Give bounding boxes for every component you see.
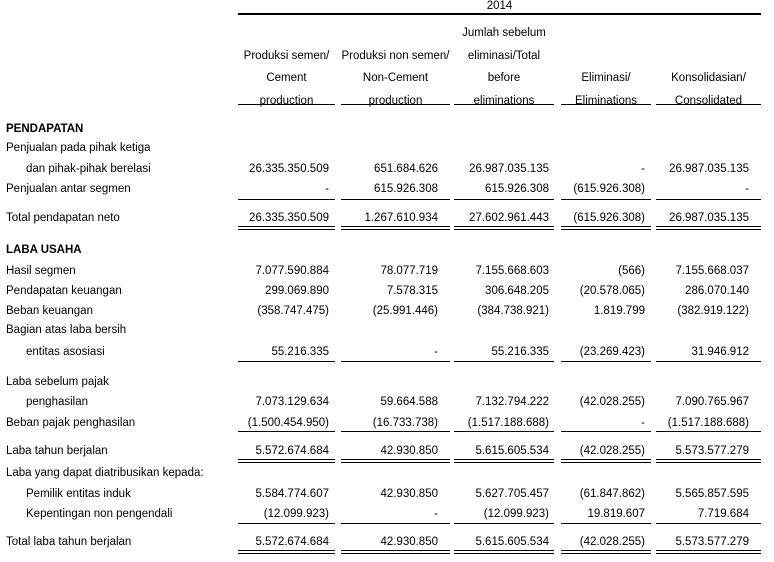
cell-value: 42.930.850: [380, 445, 438, 457]
row-label: Kepentingan non pengendali: [26, 508, 173, 520]
cell-value: 55.216.335: [271, 346, 329, 358]
column-header-eliminations: Eliminasi/ Eliminations: [575, 72, 637, 108]
table-row: [0, 465, 774, 481]
single-underline: [238, 199, 335, 200]
double-underline: [656, 553, 761, 554]
single-underline: [341, 523, 450, 524]
double-underline: [656, 226, 761, 227]
cell-value: 42.930.850: [380, 488, 438, 500]
double-underline: [561, 550, 651, 551]
column-header-consolidated: Konsolidasian/ Consolidated: [671, 72, 746, 108]
row-label: Laba sebelum pajak: [6, 376, 109, 388]
cell-value: 7.155.668.037: [675, 265, 749, 277]
row-label: LABA USAHA: [6, 244, 82, 256]
single-underline: [561, 199, 651, 200]
row-label: Pemilik entitas induk: [26, 488, 131, 500]
cell-value: 26.987.035.135: [669, 212, 749, 224]
cell-value: (384.738.921): [477, 305, 549, 317]
double-underline: [341, 226, 450, 227]
cell-value: 299.069.890: [265, 285, 329, 297]
single-underline: [454, 431, 554, 432]
cell-value: 7.132.794.222: [475, 396, 549, 408]
double-underline: [454, 226, 554, 227]
cell-value: (16.733.738): [372, 417, 438, 429]
cell-value: (61.847.862): [579, 488, 645, 500]
double-underline: [341, 459, 450, 460]
table-row: [0, 181, 774, 197]
cell-value: -: [641, 163, 645, 175]
cell-value: 5.573.577.279: [675, 445, 749, 457]
double-underline: [454, 462, 554, 463]
cell-value: 306.648.205: [485, 285, 549, 297]
cell-value: -: [434, 508, 438, 520]
header-underline: [454, 104, 554, 105]
cell-value: 7.719.684: [697, 508, 749, 520]
double-underline: [561, 226, 651, 227]
row-label: Laba tahun berjalan: [6, 445, 108, 457]
double-underline: [561, 462, 651, 463]
cell-value: 26.335.350.509: [249, 163, 329, 175]
cell-value: (358.747.475): [257, 305, 329, 317]
row-label: Penjualan pada pihak ketiga: [6, 142, 151, 154]
cell-value: 5.615.605.534: [475, 536, 549, 548]
table-row: [0, 322, 774, 338]
row-label: Beban pajak penghasilan: [6, 417, 136, 429]
cell-value: 42.930.850: [380, 536, 438, 548]
double-underline: [341, 229, 450, 230]
table-row: [0, 210, 774, 226]
cell-value: 7.090.765.967: [675, 396, 749, 408]
cell-value: 615.926.308: [374, 183, 438, 195]
double-underline: [238, 226, 335, 227]
cell-value: (42.028.255): [579, 536, 645, 548]
double-underline: [238, 462, 335, 463]
cell-value: (615.926.308): [573, 212, 645, 224]
header-underline: [238, 104, 335, 105]
cell-value: -: [745, 183, 749, 195]
table-row: [0, 283, 774, 299]
single-underline: [341, 431, 450, 432]
cell-value: 55.216.335: [491, 346, 549, 358]
cell-value: 1.819.799: [593, 305, 645, 317]
cell-value: (25.991.446): [372, 305, 438, 317]
table-row: [0, 161, 774, 177]
cell-value: (1.517.188.688): [667, 417, 749, 429]
cell-value: 5.573.577.279: [675, 536, 749, 548]
cell-value: 5.627.705.457: [475, 488, 549, 500]
single-underline: [656, 361, 761, 362]
double-underline: [454, 459, 554, 460]
single-underline: [238, 523, 335, 524]
cell-value: 615.926.308: [485, 183, 549, 195]
table-row: [0, 303, 774, 319]
cell-value: (1.517.188.688): [467, 417, 549, 429]
column-header-total-before: Jumlah sebelum eliminasi/Total before eliminations: [462, 27, 546, 108]
cell-value: 5.584.774.607: [255, 488, 329, 500]
cell-value: 26.987.035.135: [469, 163, 549, 175]
single-underline: [238, 431, 335, 432]
cell-value: 59.664.588: [380, 396, 438, 408]
row-label: Total pendapatan neto: [6, 212, 120, 224]
cell-value: 26.335.350.509: [249, 212, 329, 224]
single-underline: [341, 361, 450, 362]
cell-value: (20.578.065): [579, 285, 645, 297]
single-underline: [454, 523, 554, 524]
header-underline: [561, 104, 651, 105]
cell-value: (615.926.308): [573, 183, 645, 195]
row-label: Hasil segmen: [6, 265, 76, 277]
double-underline: [561, 459, 651, 460]
single-underline: [561, 361, 651, 362]
row-label: Pendapatan keuangan: [6, 285, 122, 297]
cell-value: 7.077.590.884: [255, 265, 329, 277]
double-underline: [561, 553, 651, 554]
table-row: [0, 121, 774, 137]
single-underline: [341, 199, 450, 200]
column-header-cement: Produksi semen/ Cement production: [243, 49, 330, 108]
row-label: PENDAPATAN: [6, 123, 84, 135]
single-underline: [238, 361, 335, 362]
double-underline: [341, 462, 450, 463]
cell-value: -: [434, 346, 438, 358]
year-underline: [238, 13, 761, 15]
double-underline: [238, 553, 335, 554]
cell-value: 5.615.605.534: [475, 445, 549, 457]
table-row: [0, 486, 774, 502]
cell-value: (566): [618, 265, 645, 277]
table-row: [0, 344, 774, 360]
row-label: entitas asosiasi: [26, 346, 105, 358]
row-label: Penjualan antar segmen: [6, 183, 131, 195]
cell-value: 1.267.610.934: [364, 212, 438, 224]
cell-value: 5.572.674.684: [255, 536, 329, 548]
single-underline: [561, 523, 651, 524]
cell-value: (23.269.423): [579, 346, 645, 358]
table-row: [0, 534, 774, 550]
double-underline: [238, 229, 335, 230]
single-underline: [656, 523, 761, 524]
table-row: [0, 394, 774, 410]
double-underline: [454, 229, 554, 230]
cell-value: 78.077.719: [380, 265, 438, 277]
single-underline: [454, 361, 554, 362]
double-underline: [341, 553, 450, 554]
single-underline: [561, 431, 651, 432]
cell-value: (42.028.255): [579, 396, 645, 408]
table-row: [0, 242, 774, 258]
cell-value: (12.099.923): [483, 508, 549, 520]
cell-value: 27.602.961.443: [469, 212, 549, 224]
cell-value: 31.946.912: [691, 346, 749, 358]
cell-value: -: [641, 417, 645, 429]
cell-value: 26.987.035.135: [669, 163, 749, 175]
table-row: [0, 443, 774, 459]
cell-value: (12.099.923): [263, 508, 329, 520]
cell-value: 7.578.315: [386, 285, 438, 297]
cell-value: 7.073.129.634: [255, 396, 329, 408]
year-header: 2014: [486, 0, 513, 12]
double-underline: [561, 229, 651, 230]
row-label: Bagian atas laba bersih: [6, 324, 127, 336]
cell-value: 19.819.607: [587, 508, 645, 520]
table-row: [0, 140, 774, 156]
row-label: Beban keuangan: [6, 305, 93, 317]
cell-value: (1.500.454.950): [247, 417, 329, 429]
row-label: dan pihak-pihak berelasi: [26, 163, 151, 175]
row-label: penghasilan: [26, 396, 89, 408]
cell-value: (42.028.255): [579, 445, 645, 457]
table-row: [0, 415, 774, 431]
row-label: Total laba tahun berjalan: [6, 536, 132, 548]
row-label: Laba yang dapat diatribusikan kepada:: [6, 467, 204, 479]
cell-value: (382.919.122): [677, 305, 749, 317]
double-underline: [656, 462, 761, 463]
double-underline: [656, 229, 761, 230]
column-header-non-cement: Produksi non semen/ Non-Cement production: [341, 49, 450, 108]
double-underline: [656, 550, 761, 551]
cell-value: -: [325, 183, 329, 195]
table-row: [0, 374, 774, 390]
table-row: [0, 263, 774, 279]
double-underline: [238, 459, 335, 460]
cell-value: 7.155.668.603: [475, 265, 549, 277]
header-underline: [656, 104, 761, 105]
double-underline: [656, 459, 761, 460]
double-underline: [238, 550, 335, 551]
double-underline: [454, 553, 554, 554]
double-underline: [341, 550, 450, 551]
header-underline: [341, 104, 450, 105]
double-underline: [454, 550, 554, 551]
cell-value: 651.684.626: [374, 163, 438, 175]
single-underline: [454, 199, 554, 200]
cell-value: 286.070.140: [685, 285, 749, 297]
single-underline: [656, 199, 761, 200]
cell-value: 5.565.857.595: [675, 488, 749, 500]
table-row: [0, 506, 774, 522]
single-underline: [656, 431, 761, 432]
cell-value: 5.572.674.684: [255, 445, 329, 457]
